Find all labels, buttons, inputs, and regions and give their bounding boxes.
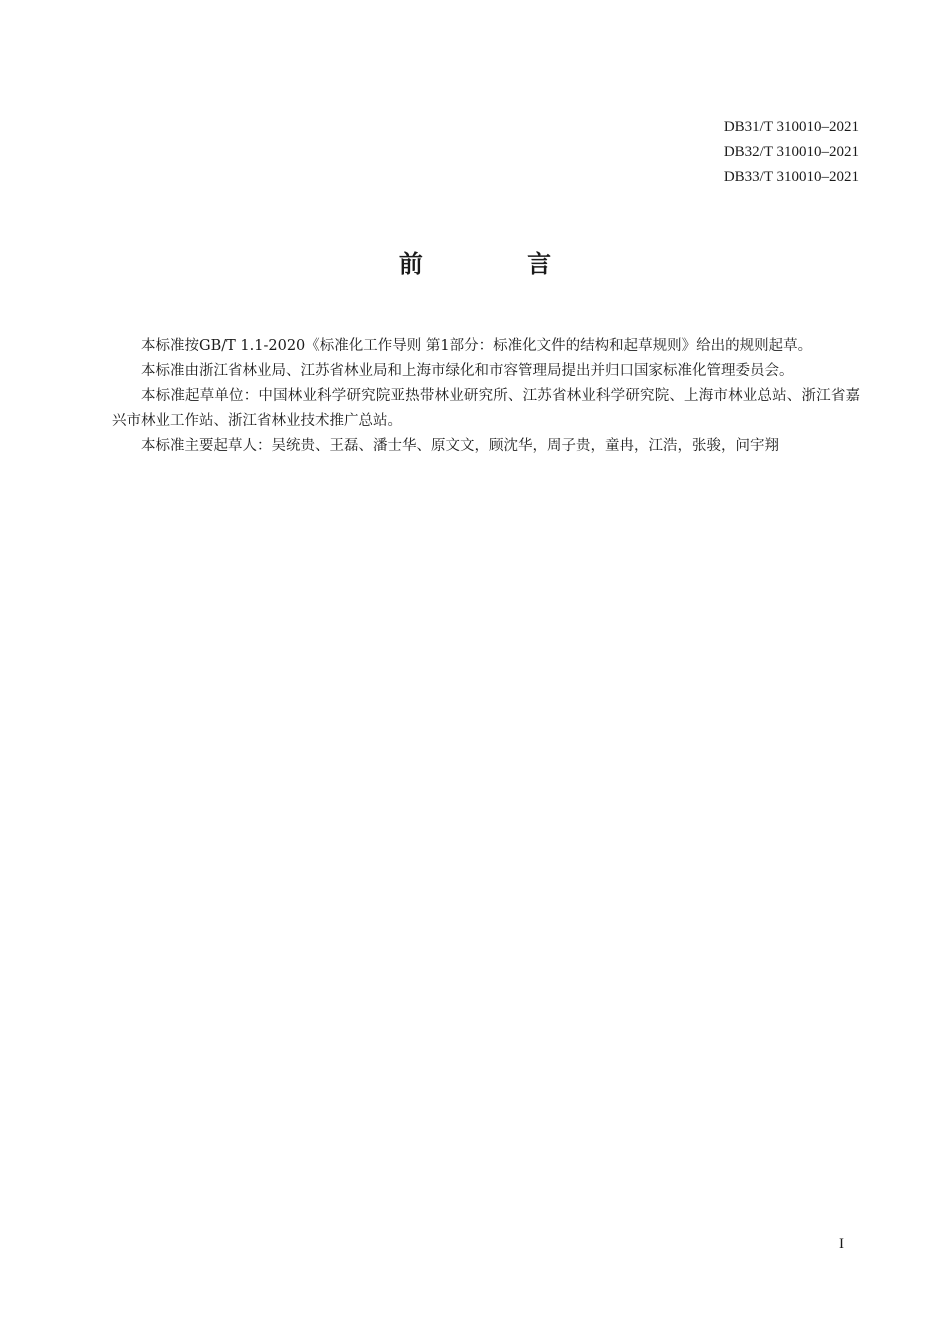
standard-code-db33: DB33/T 310010–2021 (723, 169, 859, 185)
page-number: I (839, 1236, 844, 1252)
paragraph-proposer: 本标准由浙江省林业局、江苏省林业局和上海市绿化和市容管理局提出并归口国家标准化管理委员会。 (141, 363, 794, 379)
paragraph-drafters: 本标准主要起草人：吴统贵、王磊、潘士华、原文文，顾沈华，周子贵，童冉，江浩，张骏，问宇翔 (141, 438, 779, 454)
page-title: 前 言 (398, 250, 600, 278)
standard-code-db31: DB31/T 310010–2021 (723, 119, 859, 135)
paragraph-drafting-rules: 本标准按GB/T 1.1-2020《标准化工作导则 第1部分：标准化文件的结构和起草规则》给出的规则起草。 (141, 338, 813, 354)
standard-code-db32: DB32/T 310010–2021 (723, 144, 859, 160)
standard-codes (724, 115, 859, 190)
paragraph-drafting-units: 本标准起草单位：中国林业科学研究院亚热带林业研究所、江苏省林业科学研究院、上海市林业总站、浙江省嘉兴市林业工作站、浙江省林业技术推广总站。 (112, 388, 860, 429)
foreword-body (112, 334, 860, 459)
